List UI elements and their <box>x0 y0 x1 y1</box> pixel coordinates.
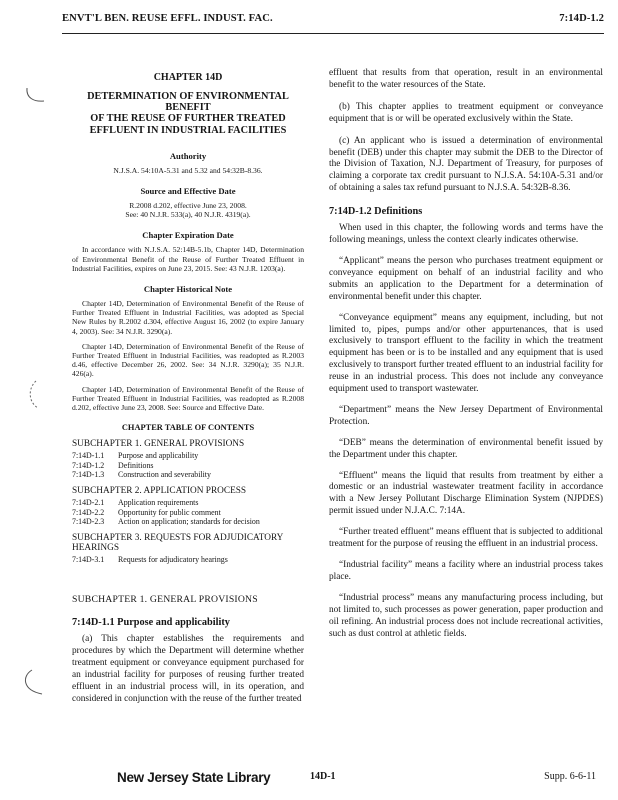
toc-entry-title: Application requirements <box>118 498 199 508</box>
header-rule <box>62 33 604 34</box>
section-paragraph: (b) This chapter applies to treatment equipment or conveyance equipment that is or will be operated exclusively within the State. <box>329 101 603 124</box>
definition: “Industrial facility” means a facility where an industrial process takes place. <box>329 560 603 582</box>
toc-subchapter <box>72 439 304 480</box>
toc-entry <box>72 555 304 565</box>
toc-subchapter-title: SUBCHAPTER 2. APPLICATION PROCESS <box>72 486 247 497</box>
toc-entry-number: 7:14D-2.3 <box>72 517 105 527</box>
chapter-title-line: EFFLUENT IN INDUSTRIAL FACILITIES <box>89 124 287 136</box>
definition: “Further treated effluent” means effluent that is subjected to additional treatment for the purpose of reusing the effluent in an industrial process. <box>329 527 603 550</box>
toc-entry <box>72 470 304 480</box>
source-line: R.2008 d.202, effective June 23, 2008. <box>129 201 247 211</box>
running-head-section: 7:14D-1.2 <box>559 13 604 24</box>
definition: “DEB” means the determination of environmental benefit issued by the Department under this chapter. <box>329 437 603 460</box>
definitions-intro: When used in this chapter, the following words and terms have the following meanings, unless the context clearly indicates otherwise. <box>329 223 603 246</box>
section-heading: 7:14D-1.1 Purpose and applicability <box>72 617 230 629</box>
chapter-title-line: DETERMINATION OF ENVIRONMENTAL BENEFIT <box>87 91 289 114</box>
left-column <box>72 72 304 706</box>
toc-subchapter-title: SUBCHAPTER 1. GENERAL PROVISIONS <box>72 439 245 450</box>
library-stamp: New Jersey State Library <box>117 770 271 785</box>
chapter-title-line: OF THE REUSE OF FURTHER TREATED <box>90 113 286 125</box>
page-number: 14D-1 <box>310 771 336 782</box>
punch-mark-middle <box>22 378 48 412</box>
toc-heading: CHAPTER TABLE OF CONTENTS <box>121 423 255 433</box>
toc-entry-title: Action on application; standards for decision <box>118 517 260 527</box>
toc-entry-title: Opportunity for public comment <box>118 507 221 517</box>
history-note: Chapter 14D, Determination of Environmental Benefit of the Reuse of Further Treated Effluent in Industrial Facilities, was readopted as R.2008 d.202, effective June 23, 2008. See: Source and Effective Date. <box>72 384 304 413</box>
toc-entry-number: 7:14D-2.2 <box>72 507 105 517</box>
running-head <box>62 13 604 29</box>
history-heading: Chapter Historical Note <box>143 284 233 295</box>
chapter-number: CHAPTER 14D <box>153 72 223 83</box>
toc-entry <box>72 461 304 471</box>
subchapter-heading: SUBCHAPTER 1. GENERAL PROVISIONS <box>72 594 258 606</box>
chapter-title <box>72 91 304 136</box>
toc-entry-title: Construction and severability <box>118 470 211 480</box>
toc-entry-number: 7:14D-2.1 <box>72 498 105 508</box>
definition: “Applicant” means the person who purchases treatment equipment or conveyance equipment on behalf of an industrial facility and who submits an application to the Department for a determination of environmental benefit under this chapter. <box>329 255 603 302</box>
history-note: Chapter 14D, Determination of Environmental Benefit of the Reuse of Further Treated Effluent in Industrial Facilities, was adopted as Special New Rules by R.2002 d.304, effective August 16, 2002 (to expire January 4, 2003). See: 34 N.J.R. 3290(a). <box>72 299 304 336</box>
page-footer <box>0 770 618 790</box>
punch-mark-top <box>24 84 50 106</box>
section-paragraph: (c) An applicant who is issued a determination of environmental benefit (DEB) under this chapter may submit the DEB to the Director of the Division of Taxation, N.J. Department of Treasury, for purposes of claiming a corporate tax credit pursuant to N.J.S.A. 54:10A-5.31 and/or of obtaining a sales tax refund pursuant to N.J.S.A. 54:32B-8.36. <box>329 135 603 194</box>
authority-text: N.J.S.A. 54:10A-5.31 and 5.32 and 54:32B-8.36. <box>113 165 263 175</box>
definition: “Industrial process” means any manufacturing process including, but not limited to, such processes as power generation, paper production and oil refining. An industrial process does not include recreational activities, such as dust control at athletic fields. <box>329 592 603 639</box>
toc-entry <box>72 517 304 527</box>
definition: “Department” means the New Jersey Department of Environmental Protection. <box>329 404 603 427</box>
section-heading: 7:14D-1.2 Definitions <box>329 206 423 218</box>
toc-entry-title: Requests for adjudicatory hearings <box>118 554 228 564</box>
source-line: See: 40 N.J.R. 533(a), 40 N.J.R. 4319(a). <box>125 210 251 220</box>
punch-mark-bottom <box>18 668 48 698</box>
toc-subchapter <box>72 486 304 527</box>
toc-entry-number: 7:14D-1.1 <box>72 451 105 461</box>
toc-entry-title: Definitions <box>118 460 154 470</box>
running-head-title: ENVT'L BEN. REUSE EFFL. INDUST. FAC. <box>62 13 273 24</box>
toc-subchapter <box>72 533 304 565</box>
expiration-text: In accordance with N.J.S.A. 52:14B-5.1b, Chapter 14D, Determination of Environmental Benefit of the Reuse of Further Treated Effluent in Industrial Facilities, expires on June 23, 2015. See: 43 N.J.R. 1203(a). <box>72 245 304 273</box>
definition: “Conveyance equipment” means any equipment, including, but not limited to, pipes, pumps and/or other appurtenances, that is used exclusively to transport effluent to the facility in which the treatment equipment has been or is to be installed and any equipment that is used exclusively to transport further treated effluent to an industrial facility for reuse in an industrial process. This does not include any conveyance equipment used to transport wastewater. <box>329 312 603 395</box>
section-paragraph: (a) This chapter establishes the requirements and procedures by which the Department will determine whether treatment equipment or conveyance equipment purchased for an industrial facility for purposes of reusing further treated effluent in an industrial process will, in its operation, and considered in conjunction with the reuse of the further treated <box>72 634 304 704</box>
toc-entry <box>72 508 304 518</box>
toc-entry <box>72 498 304 508</box>
right-column <box>329 68 603 640</box>
toc-entry-number: 7:14D-1.2 <box>72 460 105 470</box>
authority-heading: Authority <box>169 150 207 161</box>
toc-entry-number: 7:14D-1.3 <box>72 470 105 480</box>
history-note: Chapter 14D, Determination of Environmental Benefit of the Reuse of Further Treated Effluent in Industrial Facilities, was readopted as R.2003 d.46, effective December 26, 2002. See: 34 N.J.R. 3290(a); 35 N.J.R. 426(a). <box>72 341 304 379</box>
expiration-heading: Chapter Expiration Date <box>142 230 234 241</box>
definition: “Effluent” means the liquid that results from treatment by either a domestic or an industrial wastewater treatment facility in accordance with a New Jersey Pollutant Discharge Elimination System (NJPDES) permit issued under N.J.A.C. 7:14A. <box>329 470 603 517</box>
toc-subchapter-title: SUBCHAPTER 3. REQUESTS FOR ADJUDICATORY HEARINGS <box>72 532 284 553</box>
toc-entry-title: Purpose and applicability <box>118 451 199 461</box>
toc-entry-number: 7:14D-3.1 <box>72 554 105 564</box>
continued-paragraph: effluent that results from that operation, result in an environmental benefit to the water resources of the State. <box>329 68 603 90</box>
source-heading: Source and Effective Date <box>140 186 236 197</box>
toc-entry <box>72 451 304 461</box>
supplement-date: Supp. 6-6-11 <box>544 771 596 782</box>
